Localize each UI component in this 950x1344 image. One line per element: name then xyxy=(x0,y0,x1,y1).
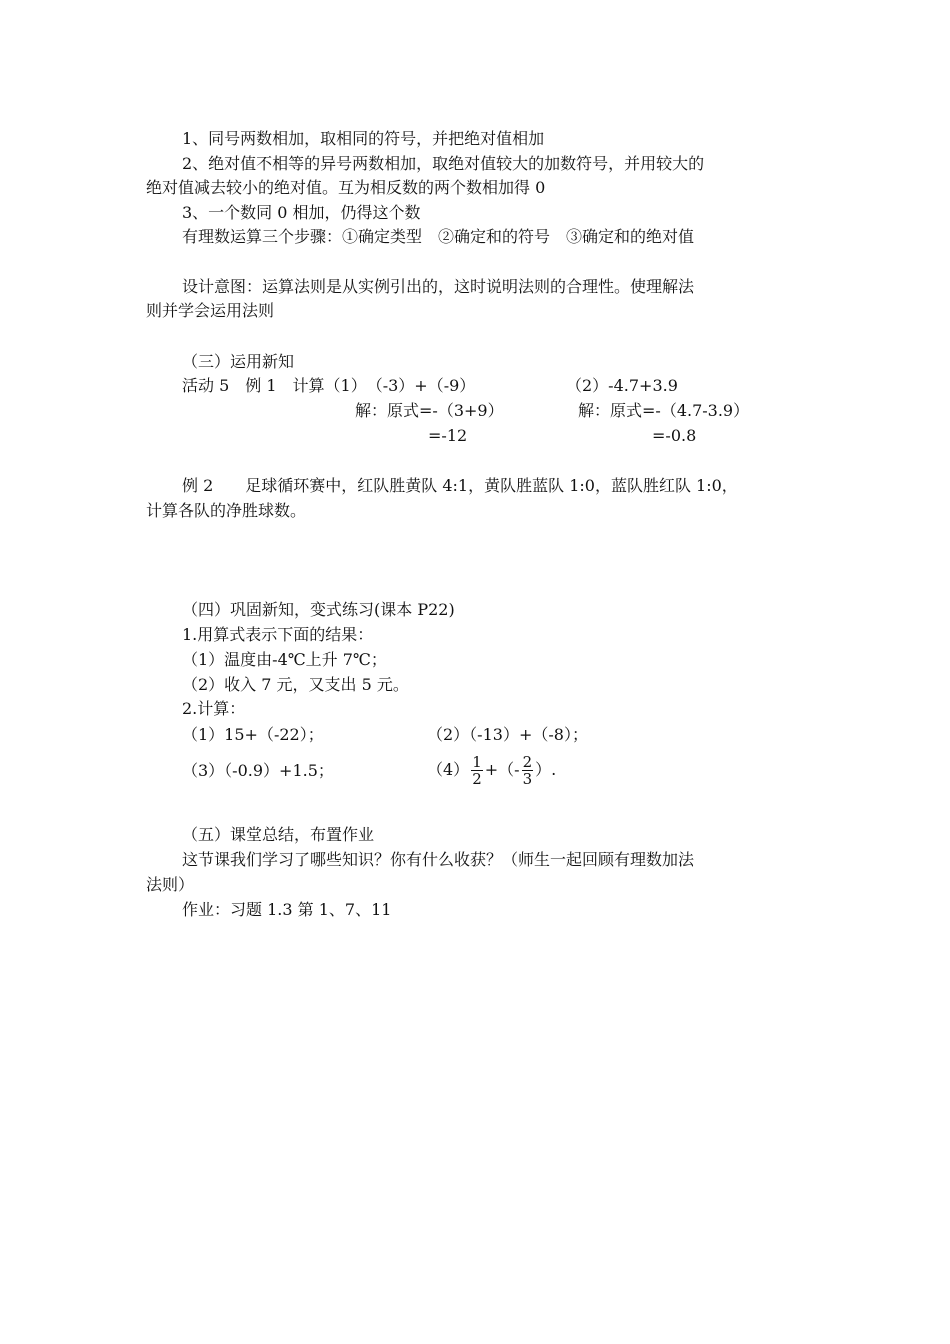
summary-line1: 这节课我们学习了哪些知识？你有什么收获？（师生一起回顾有理数加法 xyxy=(182,850,695,869)
steps-line: 有理数运算三个步骤：①确定类型 ②确定和的符号 ③确定和的绝对值 xyxy=(182,227,695,246)
rule-2-line2: 绝对值减去较小的绝对值。互为相反数的两个数相加得 0 xyxy=(146,178,546,197)
fraction-1-numerator: 1 xyxy=(472,753,482,771)
example-1-part2: （2）-4.7+3.9 xyxy=(566,376,678,395)
question-2d-prefix: （4） xyxy=(427,760,470,779)
section-4-title: （四）巩固新知，变式练习(课本 P22) xyxy=(182,600,455,619)
fraction-2-numerator: 2 xyxy=(522,753,533,771)
section-3-title: （三）运用新知 xyxy=(182,352,295,371)
section-5-title: （五）课堂总结，布置作业 xyxy=(182,825,375,844)
solution-1-line2: =-12 xyxy=(428,426,468,445)
rule-3: 3、一个数同 0 相加，仍得这个数 xyxy=(182,203,421,222)
fraction-one-half xyxy=(471,754,483,787)
question-2: 2.计算： xyxy=(182,699,246,718)
question-2d-mid: +（- xyxy=(484,760,520,779)
summary-line2: 法则） xyxy=(146,875,195,894)
fraction-1-denominator: 2 xyxy=(472,770,482,788)
example-2-line1: 例 2 足球循环赛中，红队胜黄队 4:1，黄队胜蓝队 1:0，蓝队胜红队 1:0， xyxy=(182,476,738,495)
question-2d xyxy=(427,745,556,795)
fraction-two-thirds xyxy=(522,754,534,787)
question-2a: （1）15+（-22）； xyxy=(182,725,324,744)
rule-1: 1、同号两数相加，取相同的符号，并把绝对值相加 xyxy=(182,129,545,148)
solution-2-line1: 解：原式=-（4.7-3.9） xyxy=(578,401,750,420)
design-intent-line1: 设计意图：运算法则是从实例引出的，这时说明法则的合理性。使理解法 xyxy=(182,277,695,296)
design-intent-line2: 则并学会运用法则 xyxy=(146,301,275,320)
question-2b: （2）（-13）+（-8）； xyxy=(427,725,588,744)
fraction-2-denominator: 3 xyxy=(522,770,533,788)
question-1a: （1）温度由-4℃上升 7℃； xyxy=(182,650,387,669)
solution-2-line2: =-0.8 xyxy=(652,426,697,445)
question-1b: （2）收入 7 元，又支出 5 元。 xyxy=(182,675,409,694)
example-2-line2: 计算各队的净胜球数。 xyxy=(146,501,307,520)
rule-2-line1: 2、绝对值不相等的异号两数相加，取绝对值较大的加数符号，并用较大的 xyxy=(182,154,705,173)
solution-1-line1: 解：原式=-（3+9） xyxy=(355,401,504,420)
question-2c: （3）（-0.9）+1.5； xyxy=(182,761,334,780)
question-1: 1.用算式表示下面的结果： xyxy=(182,625,374,644)
homework-line: 作业：习题 1.3 第 1、7、11 xyxy=(182,900,392,919)
example-1-label: 活动 5 例 1 计算（1） （-3）+（-9） xyxy=(182,376,476,395)
question-2d-suffix: ）. xyxy=(535,760,557,779)
